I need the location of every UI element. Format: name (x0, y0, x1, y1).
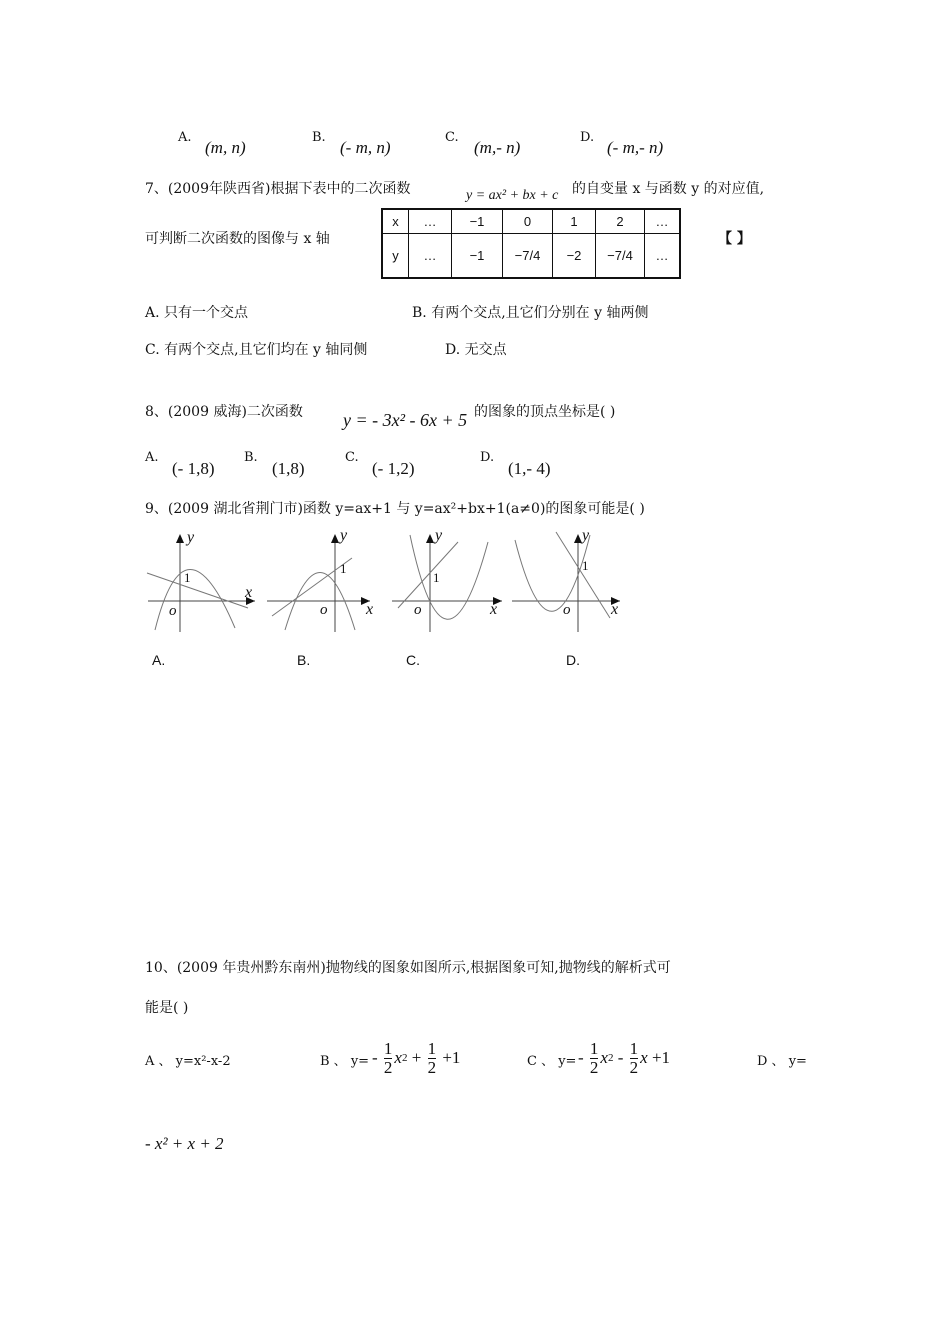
plus-one: +1 (647, 1048, 671, 1068)
q8-stem-a: 8、(2009 威海)二次函数 (145, 404, 303, 420)
q7-option-a: A. 只有一个交点 (145, 305, 249, 321)
exponent: 2 (607, 1052, 614, 1065)
numerator: 1 (589, 1039, 599, 1058)
q10-stem-b: 能是( ) (145, 1000, 189, 1016)
q9-caption-b: B. (297, 652, 311, 668)
exponent: 2 (401, 1052, 408, 1065)
y-arrow (574, 534, 582, 543)
intercept-label: 1 (433, 570, 440, 585)
fraction (630, 1040, 639, 1077)
y-arrow (426, 534, 434, 543)
q8-label-d: D. (480, 450, 495, 465)
q8-label-b: B. (244, 450, 258, 465)
line (147, 573, 248, 608)
q7-stem-b: 的自变量 x 与函数 y 的对应值, (572, 181, 765, 197)
y-label: y (435, 527, 443, 544)
q8-stem-b: 的图象的顶点坐标是( ) (474, 404, 616, 420)
q9-caption-a: A. (152, 652, 166, 668)
table-cell: … (409, 234, 452, 279)
q8-value-c: (- 1,2) (372, 459, 415, 478)
table-cell: 0 (503, 209, 553, 234)
q6-label-c: C. (445, 130, 459, 145)
q7-formula: y = ax² + bx + c (466, 188, 559, 203)
q10-option-c-expr (578, 1040, 670, 1077)
q7-stem-c: 可判断二次函数的图像与 x 轴 (145, 231, 330, 247)
q6-value-d: (- m,- n) (607, 138, 664, 157)
minus: - (613, 1048, 628, 1068)
q7-option-d: D. 无交点 (445, 342, 507, 358)
table-cell: … (645, 234, 681, 279)
q9-caption-c: C. (406, 652, 420, 668)
fraction (590, 1040, 599, 1077)
denominator: 2 (629, 1057, 639, 1077)
fraction (428, 1040, 437, 1077)
denominator: 2 (589, 1057, 599, 1077)
y-arrow (331, 534, 339, 543)
q8-value-d: (1,- 4) (508, 459, 551, 478)
graph-c (392, 527, 502, 632)
y-label: y (582, 527, 590, 544)
q8-value-b: (1,8) (272, 459, 305, 478)
q6-value-c: (m,- n) (474, 138, 521, 157)
table-cell: … (409, 209, 452, 234)
minus: - (372, 1048, 382, 1068)
table-cell: x (382, 209, 409, 234)
table-cell: −2 (553, 234, 596, 279)
fraction (384, 1040, 393, 1077)
graph-a (147, 529, 255, 632)
x-label: x (490, 601, 498, 618)
q10-option-b-expr (372, 1040, 460, 1077)
plus: + (407, 1048, 426, 1068)
intercept-label: 1 (582, 558, 589, 573)
q10-option-d-label: D 、 y= (757, 1054, 807, 1069)
q6-value-b: (- m, n) (340, 138, 391, 157)
origin-label: o (563, 602, 571, 618)
term: x (600, 1048, 608, 1068)
y-label: y (187, 529, 195, 546)
parabola (515, 535, 590, 611)
table-cell: −1 (452, 209, 503, 234)
minus: - (578, 1048, 588, 1068)
q6-label-a: A. (178, 130, 192, 145)
intercept-label: 1 (340, 561, 347, 576)
q9-caption-d: D. (566, 652, 580, 668)
q7-stem-a: 7、(2009年陕西省)根据下表中的二次函数 (145, 181, 411, 197)
q10-option-d-expr: - x² + x + 2 (145, 1134, 224, 1153)
q6-value-a: (m, n) (205, 138, 246, 157)
numerator: 1 (383, 1039, 393, 1058)
y-arrow (176, 534, 184, 543)
table-cell: −7/4 (503, 234, 553, 279)
term: x (394, 1048, 402, 1068)
table-cell: −1 (452, 234, 503, 279)
q6-label-d: D. (580, 130, 595, 145)
q9-graphs (140, 520, 640, 640)
q8-formula: y = - 3x² - 6x + 5 (343, 410, 468, 430)
table-cell: … (645, 209, 681, 234)
graph-d (512, 527, 620, 632)
term: x (640, 1048, 648, 1068)
graph-b (267, 527, 373, 632)
plus-one: +1 (438, 1048, 461, 1068)
q7-value-table (381, 208, 681, 279)
q8-label-a: A. (145, 450, 159, 465)
intercept-label: 1 (184, 570, 191, 585)
q10-option-a: A 、 y=x²-x-2 (145, 1054, 231, 1069)
origin-label: o (169, 603, 177, 619)
q10-stem-a: 10、(2009 年贵州黔东南州)抛物线的图象如图所示,根据图象可知,抛物线的解析式可 (145, 960, 671, 976)
q7-option-b: B. 有两个交点,且它们分别在 y 轴两侧 (412, 305, 649, 321)
table-cell: 1 (553, 209, 596, 234)
denominator: 2 (427, 1057, 437, 1077)
parabola (410, 535, 488, 619)
x-label: x (611, 601, 619, 618)
q7-option-c: C. 有两个交点,且它们均在 y 轴同侧 (145, 342, 368, 358)
table-cell: −7/4 (596, 234, 645, 279)
origin-label: o (414, 602, 422, 618)
numerator: 1 (629, 1039, 639, 1058)
y-label: y (340, 527, 348, 544)
numerator: 1 (427, 1039, 437, 1058)
origin-label: o (320, 602, 328, 618)
q9-stem: 9、(2009 湖北省荆门市)函数 y=ax+1 与 y=ax²+bx+1(a≠0)的图象可能是( ) (145, 501, 645, 517)
q10-option-c-label: C 、 y= (527, 1054, 577, 1069)
table-cell: 2 (596, 209, 645, 234)
table-cell: y (382, 234, 409, 279)
q8-label-c: C. (345, 450, 359, 465)
denominator: 2 (383, 1057, 393, 1077)
q6-label-b: B. (312, 130, 326, 145)
q7-answer-bracket: 【 】 (718, 231, 751, 247)
x-label: x (366, 601, 374, 618)
x-label: x (245, 584, 253, 601)
q8-value-a: (- 1,8) (172, 459, 215, 478)
q10-option-b-label: B 、 y= (320, 1054, 370, 1069)
